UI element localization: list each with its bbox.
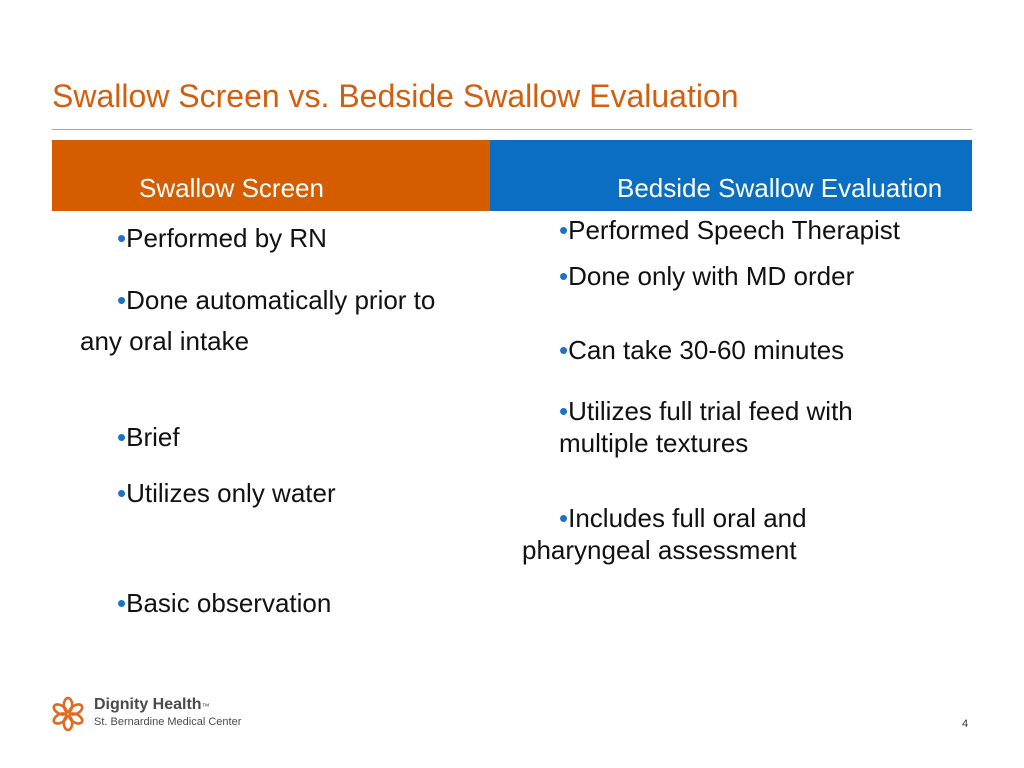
bullet-icon: • — [117, 285, 127, 315]
item-text: Done automatically prior to any oral intake — [80, 285, 436, 356]
brand-name: Dignity Health™ — [94, 696, 210, 713]
item-text: Performed by RN — [126, 223, 327, 253]
bedside-evaluation-item — [559, 330, 844, 371]
item-text: Utilizes only water — [126, 478, 336, 508]
bedside-evaluation-header — [490, 140, 972, 211]
bullet-icon: • — [117, 223, 127, 253]
swallow-screen-header-label: Swallow Screen — [139, 173, 324, 203]
bullet-icon: • — [559, 503, 569, 533]
bullet-icon: • — [559, 261, 569, 291]
bedside-evaluation-item — [559, 210, 900, 251]
bullet-icon: • — [559, 335, 569, 365]
dignity-health-star-icon — [50, 696, 86, 732]
bullet-icon: • — [559, 215, 569, 245]
bullet-icon: • — [559, 396, 569, 426]
item-text: Done only with MD order — [568, 261, 855, 291]
title-divider — [52, 129, 972, 130]
swallow-screen-item — [117, 417, 180, 458]
bedside-evaluation-item — [522, 502, 882, 566]
bedside-evaluation-header-label: Bedside Swallow Evaluation — [617, 173, 943, 203]
swallow-screen-item — [117, 583, 331, 624]
item-text: Includes full oral and pharyngeal assessment — [522, 503, 807, 565]
item-text: Performed Speech Therapist — [568, 215, 901, 245]
bullet-icon: • — [117, 588, 127, 618]
bedside-evaluation-item — [559, 395, 939, 459]
bullet-icon: • — [117, 478, 127, 508]
item-text: Utilizes full trial feed with multiple textures — [559, 396, 853, 458]
page-number: 4 — [962, 718, 969, 730]
dignity-health-logo — [50, 694, 250, 734]
brand-subtitle: St. Bernardine Medical Center — [94, 716, 242, 728]
item-text: Brief — [126, 422, 180, 452]
bullet-icon: • — [117, 422, 127, 452]
item-text: Basic observation — [126, 588, 332, 618]
slide-title: Swallow Screen vs. Bedside Swallow Evaluation — [52, 78, 739, 114]
swallow-screen-item — [80, 280, 440, 362]
swallow-screen-item — [117, 473, 336, 514]
swallow-screen-item — [117, 218, 327, 259]
swallow-screen-header — [52, 140, 490, 211]
item-text: Can take 30-60 minutes — [568, 335, 845, 365]
bedside-evaluation-item — [559, 256, 854, 297]
